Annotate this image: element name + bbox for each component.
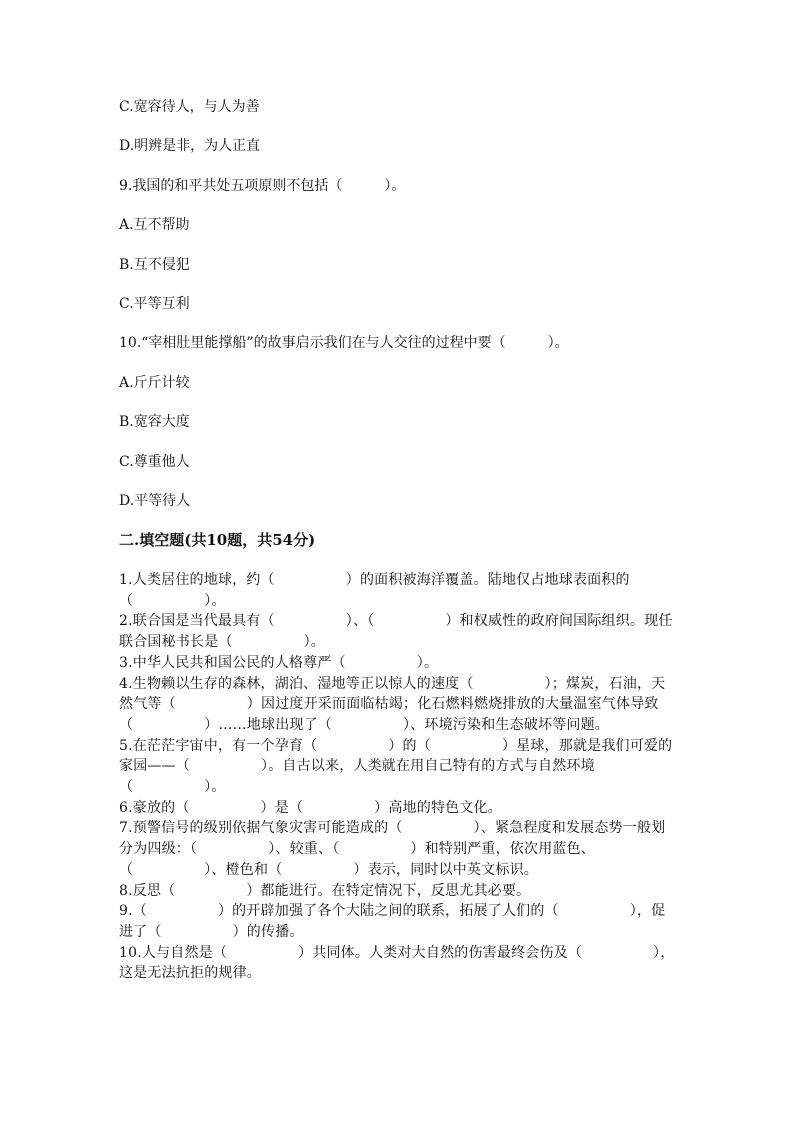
fill-item-7: 7.预警信号的级别依据气象灾害可能造成的（ ）、紧急程度和发展态势一般划分为四级：（ ）、较重、（ ）和特别严重，依次用蓝色、（ ）、橙色和（ ）表示，同时以中英文标识。	[119, 820, 666, 878]
section-2-title: 二.填空题(共10题，共54分)	[119, 531, 316, 549]
fill-item-8: 8.反思（ ）都能进行。在特定情况下，反思尤其必要。	[119, 882, 531, 899]
fill-blank-list	[119, 570, 679, 984]
question-9-option-a: A.互不帮助	[119, 217, 190, 233]
fill-item-10: 10.人与自然是（ ）共同体。人类对大自然的伤害最终会伤及（ ），这是无法抗拒的规律。	[119, 944, 675, 982]
fill-item-3: 3.中华人民共和国公民的人格尊严（ ）。	[119, 654, 439, 671]
fill-item-6: 6.豪放的（ ）是（ ）高地的特色文化。	[119, 799, 502, 816]
question-10-option-b: B.宽容大度	[119, 414, 190, 430]
question-10-option-d: D.平等待人	[119, 493, 191, 509]
prev-option-d: D.明辨是非，为人正直	[119, 138, 261, 154]
question-10-stem: 10.“宰相肚里能撑船”的故事启示我们在与人交往的过程中要（ ）。	[119, 335, 569, 351]
question-9-stem: 9.我国的和平共处五项原则不包括（ ）。	[119, 178, 406, 194]
prev-option-c: C.宽容待人，与人为善	[119, 99, 260, 115]
question-9-option-c: C.平等互利	[119, 296, 190, 312]
fill-item-4: 4.生物赖以生存的森林，湖泊、湿地等正以惊人的速度（ ）；煤炭，石油，天然气等（ ）因过度开采而面临枯竭；化石燃料燃烧排放的大量温室气体导致（ ）……地球出现了（ ）、环境污染和生态破坏等问题。	[119, 675, 666, 733]
fill-item-5: 5.在茫茫宇宙中，有一个孕育（ ）的（ ）星球，那就是我们可爱的家园——（ ）。自古以来，人类就在用自己特有的方式与自然环境（ ）。	[119, 737, 673, 796]
question-10-option-a: A.斤斤计较	[119, 375, 190, 391]
question-10-option-c: C.尊重他人	[119, 454, 190, 470]
fill-item-2: 2.联合国是当代最具有（ ）、（ ）和权威性的政府间国际组织。现任联合国秘书长是（ ）。	[119, 613, 673, 651]
question-9-option-b: B.互不侵犯	[119, 257, 190, 273]
fill-item-9: 9.（ ）的开辟加强了各个大陆之间的联系，拓展了人们的（ ），促进了（ ）的传播。	[119, 903, 666, 940]
fill-item-1: 1.人类居住的地球，约（ ）的面积被海洋覆盖。陆地仅占地球表面积的（ ）。	[119, 572, 630, 609]
